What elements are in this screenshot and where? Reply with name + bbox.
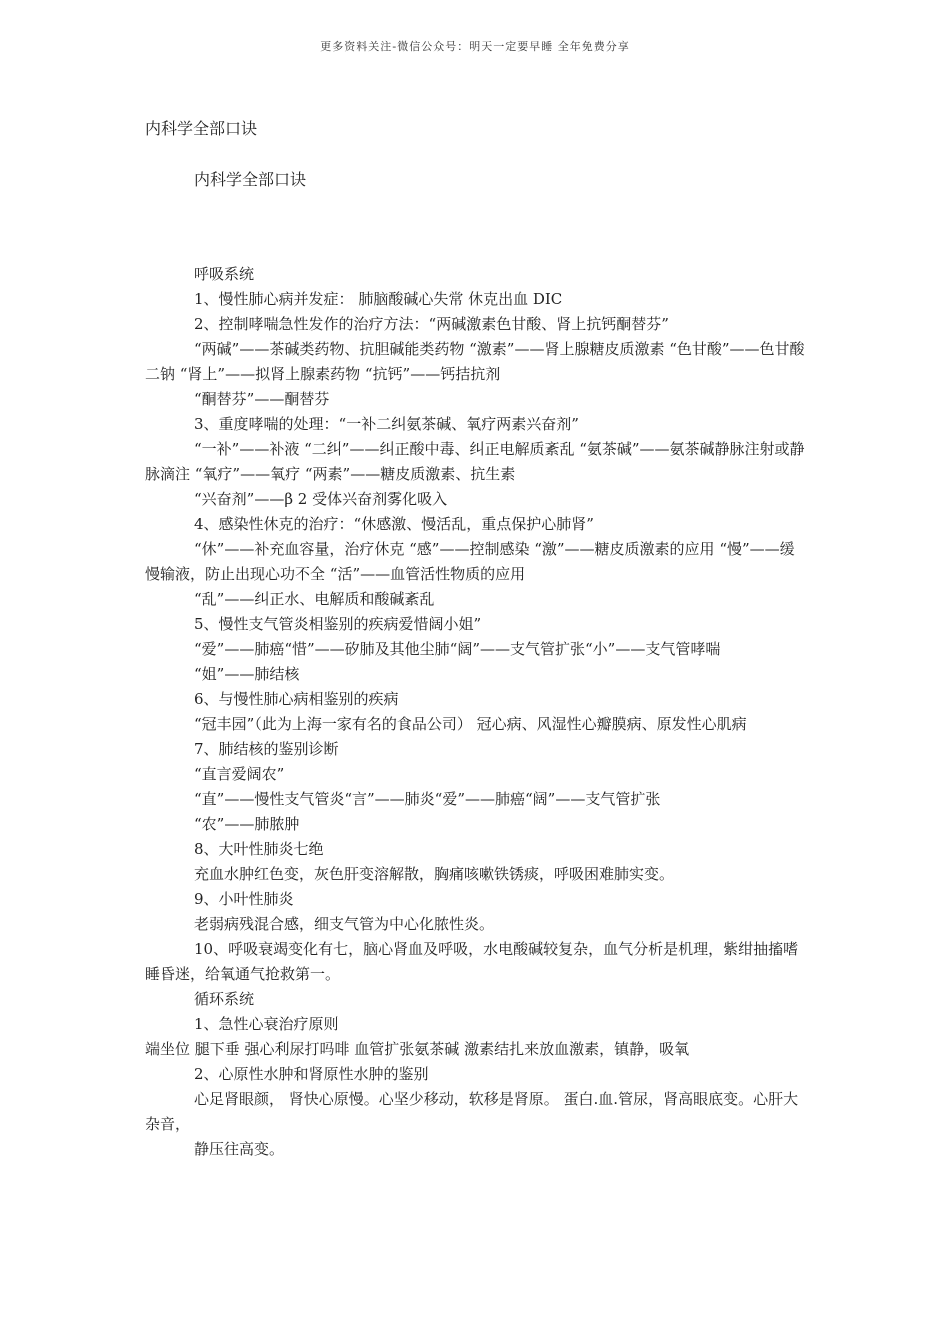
paragraph: “一补”——补液 “二纠”——纠正酸中毒、纠正电解质紊乱 “氨茶碱”——氨茶碱静脉注射或静脉滴注 “氧疗”——氧疗 “两素”——糖皮质激素、抗生素 xyxy=(145,440,805,483)
paragraph: 3、重度哮喘的处理：“一补二纠氨茶碱、氧疗两素兴奋剂” xyxy=(194,415,579,433)
paragraph: 4、感染性休克的治疗：“休感激、慢活乱，重点保护心肺肾” xyxy=(194,515,594,533)
paragraph: 7、肺结核的鉴别诊断 xyxy=(194,740,339,758)
paragraph: “酮替芬”——酮替芬 xyxy=(194,390,330,408)
paragraph: “休”——补充血容量，治疗休克 “感”——控制感染 “激”——糖皮质激素的应用 “慢”——缓慢输液，防止出现心功不全 “活”——血管活性物质的应用 xyxy=(145,540,795,583)
paragraph: “两碱”——茶碱类药物、抗胆碱能类药物 “激素”——肾上腺糖皮质激素 “色甘酸”——色甘酸二钠 “肾上”——拟肾上腺素药物 “抗钙”——钙拮抗剂 xyxy=(145,340,805,383)
section-heading-circulatory: 循环系统 xyxy=(194,990,255,1008)
page-header-banner: 更多资料关注-微信公众号：明天一定要早睡 全年免费分享 xyxy=(320,40,630,53)
section-heading-respiratory: 呼吸系统 xyxy=(194,265,255,283)
paragraph: 10、呼吸衰竭变化有七，脑心肾血及呼吸，水电酸碱较复杂，血气分析是机理，紫绀抽搐嗜睡昏迷，给氧通气抢救第一。 xyxy=(145,940,799,983)
paragraph: 1、慢性肺心病并发症： 肺脑酸碱心失常 休克出血 DIC xyxy=(194,290,563,308)
paragraph: 2、心原性水肿和肾原性水肿的鉴别 xyxy=(194,1065,429,1083)
paragraph: 充血水肿红色变，灰色肝变溶解散，胸痛咳嗽铁锈痰，呼吸困难肺实变。 xyxy=(194,865,675,883)
paragraph: 老弱病残混合感，细支气管为中心化脓性炎。 xyxy=(194,915,495,933)
paragraph: “乱”——纠正水、电解质和酸碱紊乱 xyxy=(194,590,435,608)
paragraph: 8、大叶性肺炎七绝 xyxy=(194,840,324,858)
paragraph: 静压往高变。 xyxy=(194,1140,285,1158)
paragraph: 9、小叶性肺炎 xyxy=(194,890,294,908)
paragraph: “直言爱阔农” xyxy=(194,765,285,783)
paragraph: 端坐位 腿下垂 强心利尿打吗啡 血管扩张氨茶碱 激素结扎来放血激素，镇静，吸氧 xyxy=(145,1040,690,1058)
paragraph: “农”——肺脓肿 xyxy=(194,815,300,833)
paragraph: 6、与慢性肺心病相鉴别的疾病 xyxy=(194,690,399,708)
paragraph: “兴奋剂”——β 2 受体兴奋剂雾化吸入 xyxy=(194,490,448,508)
paragraph: 5、慢性支气管炎相鉴别的疾病爱惜阔小姐” xyxy=(194,615,482,633)
document-title: 内科学全部口诀 xyxy=(145,119,258,138)
paragraph: “直”——慢性支气管炎“言”——肺炎“爱”——肺癌“阔”——支气管扩张 xyxy=(194,790,661,808)
paragraph: 1、急性心衰治疗原则 xyxy=(194,1015,339,1033)
paragraph: “冠丰园”（此为上海一家有名的食品公司） 冠心病、风湿性心瓣膜病、原发性心肌病 xyxy=(194,715,747,733)
paragraph: 心足肾眼颜， 肾快心原慢。心坚少移动，软移是肾原。 蛋白.血.管尿，肾高眼底变。心肝大杂音， xyxy=(145,1090,799,1133)
document-subtitle: 内科学全部口诀 xyxy=(194,170,307,189)
paragraph: “爱”——肺癌“惜”——矽肺及其他尘肺“阔”——支气管扩张“小”——支气管哮喘 xyxy=(194,640,721,658)
document-body xyxy=(145,262,807,1162)
paragraph: “姐”——肺结核 xyxy=(194,665,300,683)
paragraph: 2、控制哮喘急性发作的治疗方法：“两碱激素色甘酸、肾上抗钙酮替芬” xyxy=(194,315,669,333)
